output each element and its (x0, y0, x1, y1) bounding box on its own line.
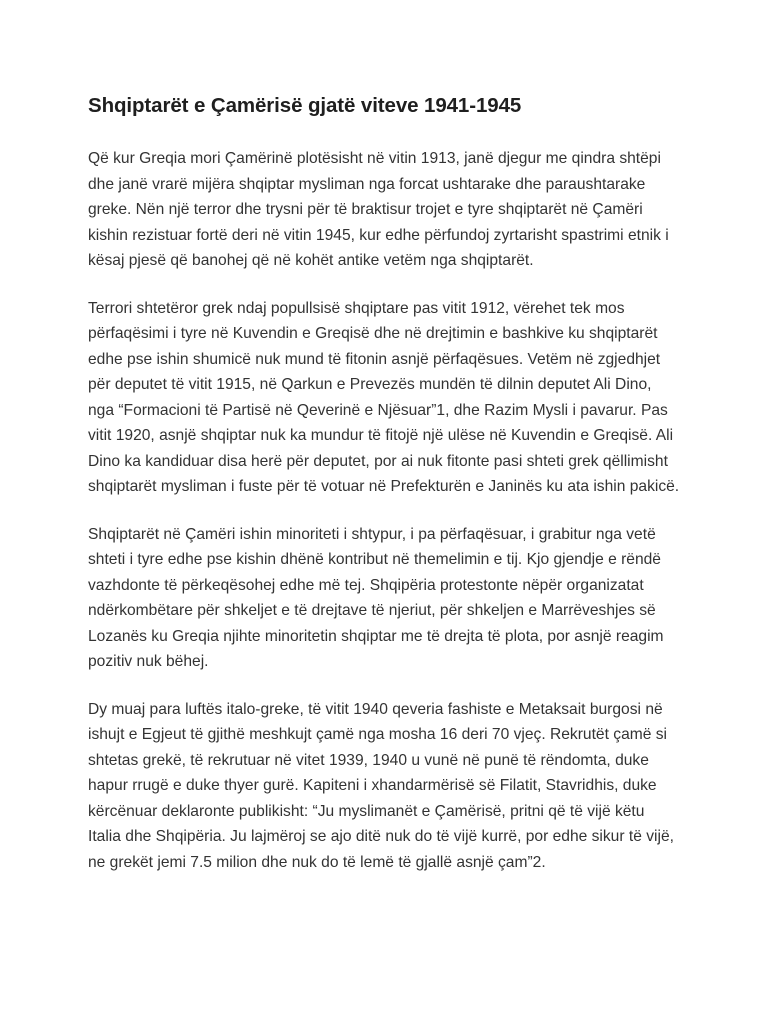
paragraph-4: Dy muaj para luftës italo-greke, të vitit 1940 qeveria fashiste e Metaksait burgosi në ishujt e Egjeut të gjithë meshkujt çamë nga mosha 16 deri 70 vjeç. Rekrutët çamë si shtetas grekë, të rekrutuar në vitet 1939, 1940 u vunë në punë të rëndomta, duke hapur rrugë e duke thyer gurë. Kapiteni i xhandarmërisë së Filatit, Stavridhis, duke kërcënuar deklaronte publikisht: “Ju myslimanët e Çamërisë, pritni që të vijë këtu Italia dhe Shqipëria. Ju lajmëroj se ajo ditë nuk do të vijë kurrë, por edhe sikur të vijë, ne grekët jemi 7.5 milion dhe nuk do të lemë të gjallë asnjë çam”2. (88, 700, 674, 871)
paragraph-2: Terrori shtetëror grek ndaj popullsisë shqiptare pas vitit 1912, vërehet tek mos përfaqësimi i tyre në Kuvendin e Greqisë dhe në drejtimin e bashkive ku shqiptarët edhe pse ishin shumicë nuk mund të fitonin asnjë përfaqësues. Vetëm në zgjedhjet për deputet të vitit 1915, në Qarkun e Prevezës mundën të dilnin deputet Ali Dino, nga “Formacioni të Partisë në Qeverinë e Njësuar”1, dhe Razim Mysli i pavarur. Pas vitit 1920, asnjë shqiptar nuk ka mundur të fitojë një ulëse në Kuvendin e Greqisë. Ali Dino ka kandiduar disa herë për deputet, por ai nuk fitonte pasi shteti grek qëllimisht shqiptarët mysliman i fuste për të votuar në Prefekturën e Janinës ku ata ishin pakicë. (88, 299, 680, 495)
article-title: Shqiptarët e Çamërisë gjatë viteve 1941-1945 (88, 94, 522, 117)
paragraph-1: Që kur Greqia mori Çamërinë plotësisht në vitin 1913, janë djegur me qindra shtëpi dhe janë vrarë mijëra shqiptar mysliman nga forcat ushtarake dhe paraushtarake greke. Nën një terror dhe trysni për të braktisur trojet e tyre shqiptarët në Çamëri kishin rezistuar fortë deri në vitin 1945, kur edhe përfundoj zyrtarisht spastrimi etnik i kësaj pjesë që banohej që në kohët antike vetëm nga shqiptarët. (88, 150, 669, 269)
paragraph-3: Shqiptarët në Çamëri ishin minoriteti i shtypur, i pa përfaqësuar, i grabitur nga vetë shteti i tyre edhe pse kishin dhënë kontribut në themelimin e tij. Kjo gjendje e rëndë vazhdonte të përkeqësohej edhe më tej. Shqipëria protestonte nëpër organizatat ndërkombëtare për shkeljet e të drejtave të njeriut, për shkeljen e Marrëveshjes së Lozanës ku Greqia njihte minoritetin shqiptar me të drejta të plota, por asnjë reagim pozitiv nuk bëhej. (88, 525, 664, 670)
